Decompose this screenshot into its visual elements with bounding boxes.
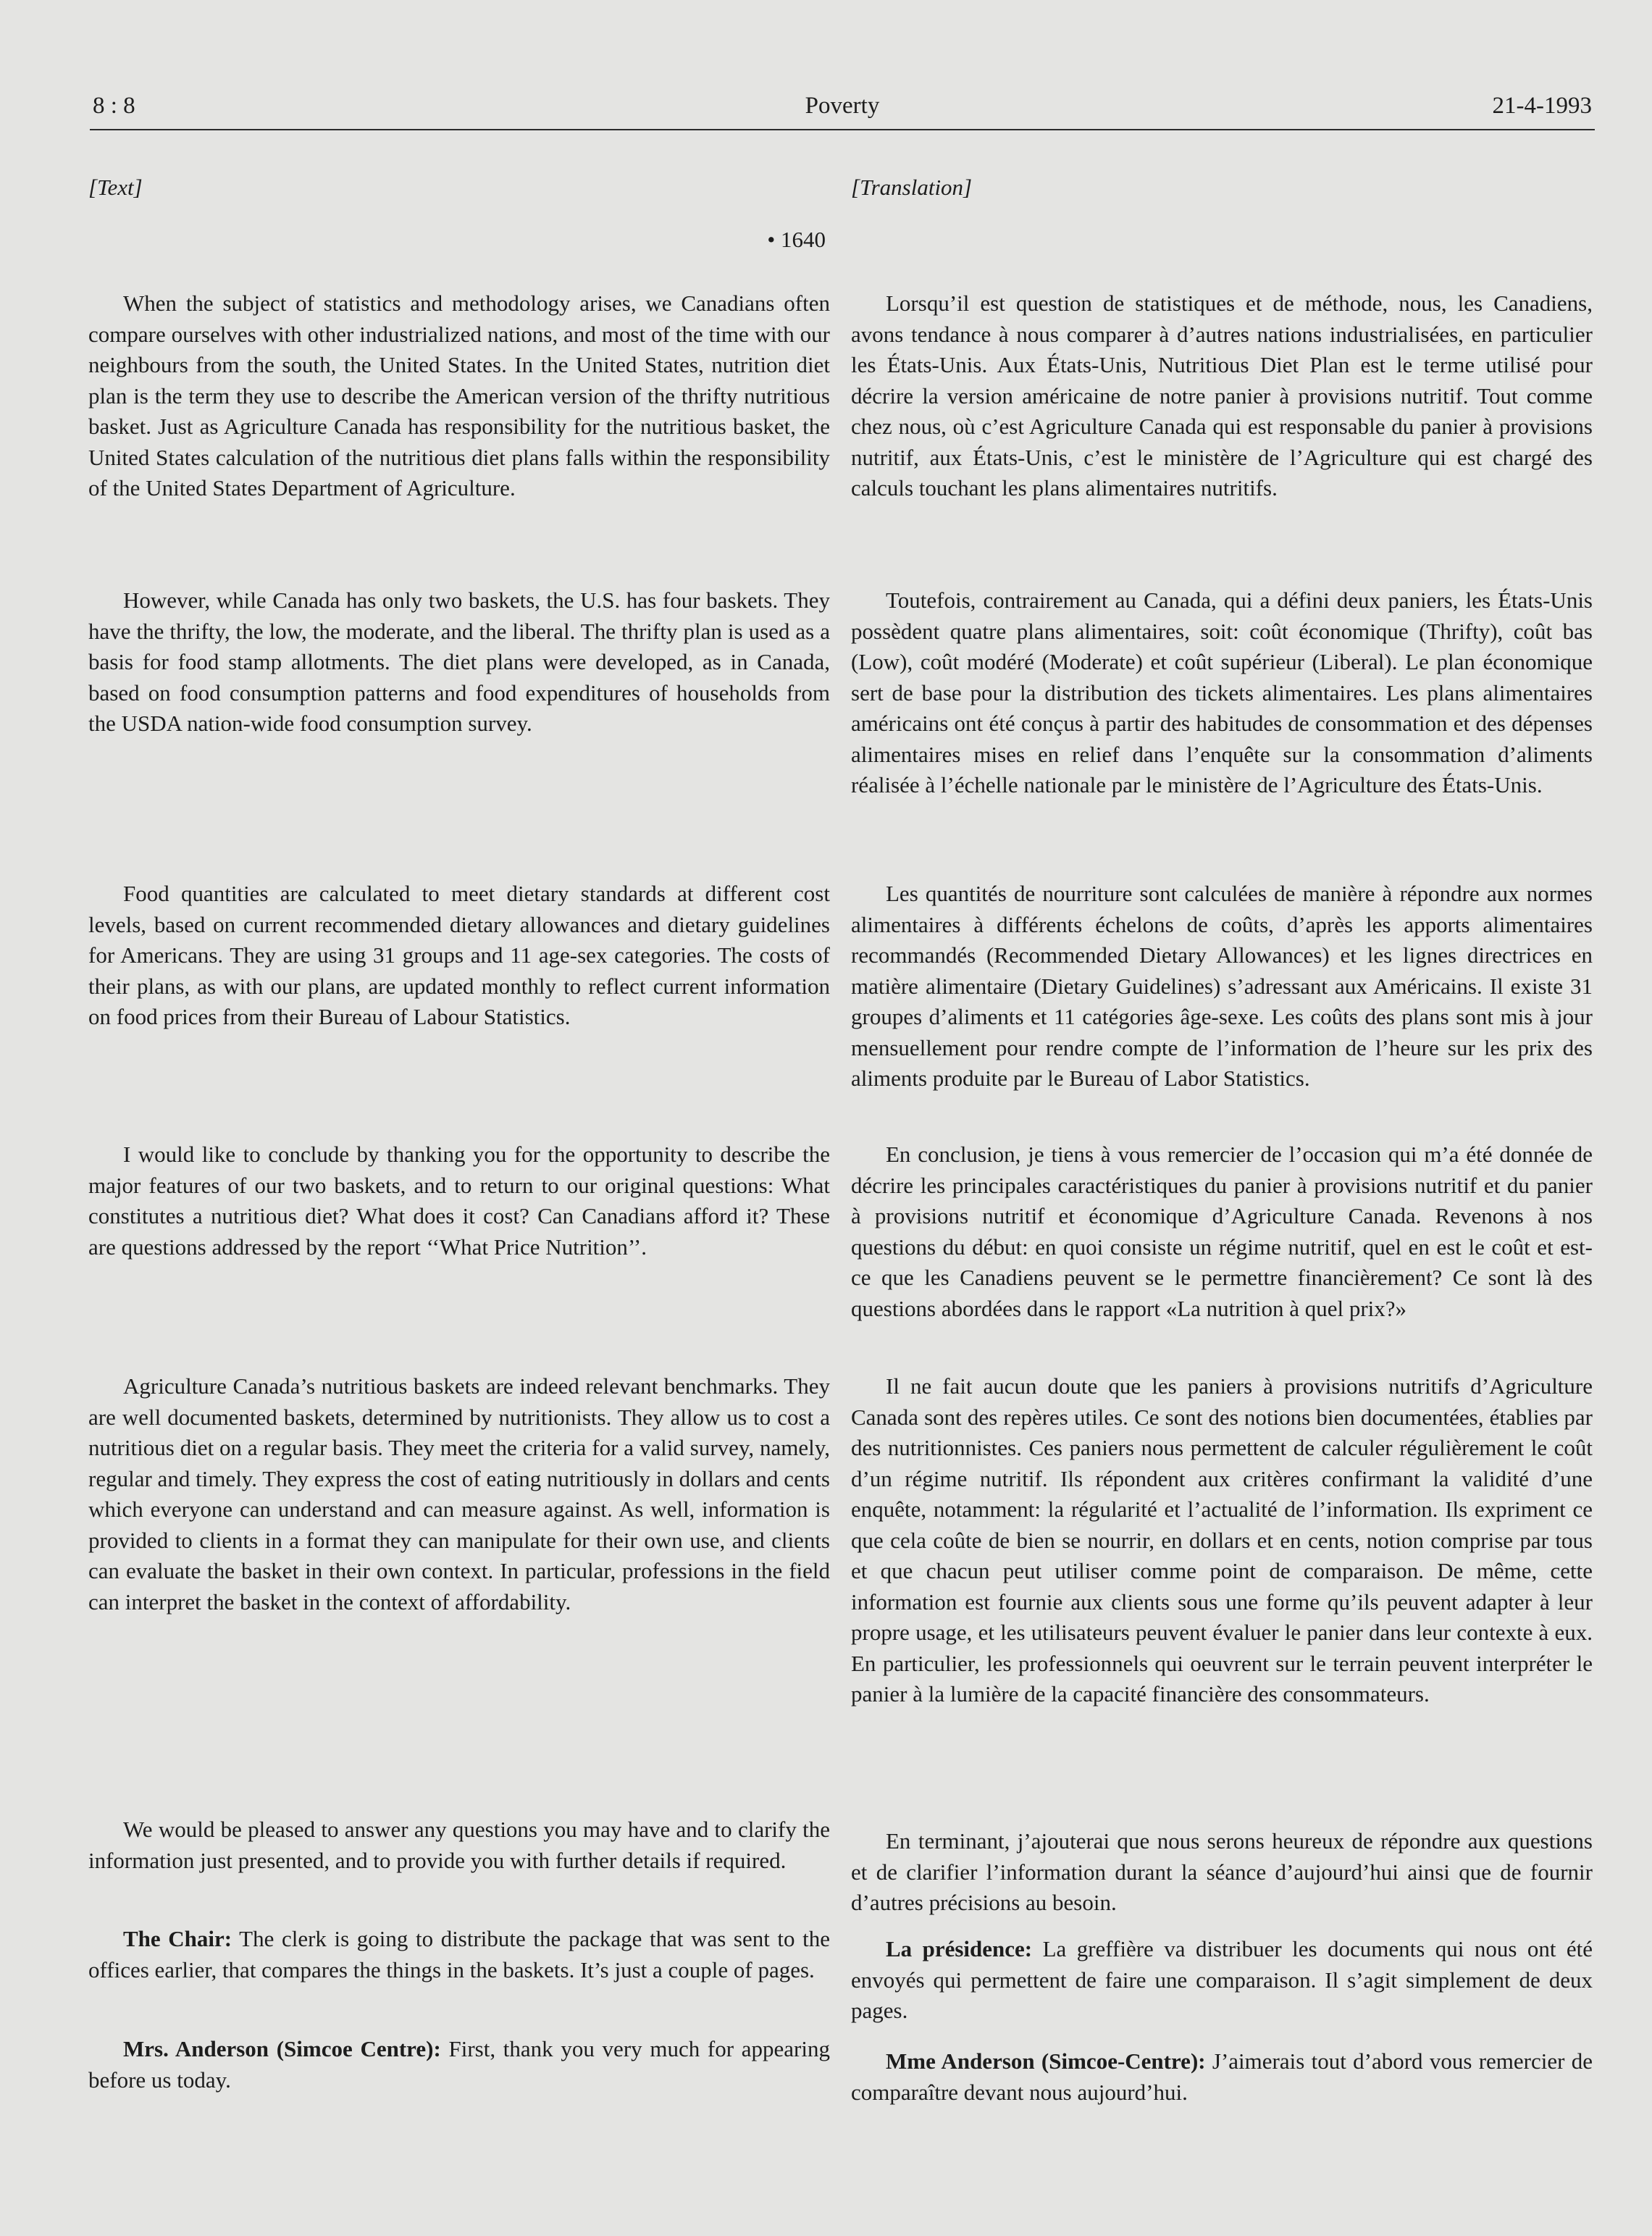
- paragraph: I would like to conclude by thanking you for the opportunity to describe the major features of our two baskets, and to return to our original questions: What constitutes a nutritious diet? What does it cost? Can Canadians afford it? These are questions addressed by the report ‘‘What Price Nutrition’’.: [88, 1142, 830, 1260]
- paragraph: Il ne fait aucun doute que les paniers à provisions nutritifs d’Agriculture Canada sont des repères utiles. Ce sont des notions bien documentées, établies par des nutritionnistes. Ces paniers nous permettent de calculer régulièrement le coût d’un régime nutritif. Ils répondent aux critères confirmant la validité d’une enquête, notamment: la régularité et l’actualité de l’information. Ils expriment ce que cela coûte de bien se nourrir, en dollars et en cents, notion comprise par tous et que chacun peut utiliser comme point de comparaison. De même, cette information est fournie aux clients sous une forme qu’ils peuvent adapter à leur propre usage, et les utilisateurs peuvent évaluer le panier dans leur contexte à eux. En particulier, les professionnels qui oeuvrent sur le terrain peuvent interpréter le panier à la lumière de la capacité financière des consommateurs.: [851, 1373, 1593, 1707]
- paragraph: Agriculture Canada’s nutritious baskets are indeed relevant benchmarks. They are well documented baskets, determined by nutritionists. They allow us to cost a nutritious diet on a regular basis. They meet the criteria for a valid survey, namely, regular and timely. They express the cost of eating nutritiously in dollars and cents which everyone can understand and can measure against. As well, information is provided to clients in a format they can manipulate for their own use, and clients can evaluate the basket in their own context. In particular, professions in the field can interpret the basket in the context of affordability.: [88, 1373, 830, 1615]
- speaker-name: Mme Anderson (Simcoe-Centre):: [886, 2048, 1206, 2074]
- speaker-name: La présidence:: [886, 1936, 1033, 1961]
- paragraph: However, while Canada has only two baskets, the U.S. has four baskets. They have the thrifty, the low, the moderate, and the liberal. The thrifty plan is used as a basis for food stamp allotments. The diet plans were developed, as in Canada, based on food consumption patterns and food expenditures of households from the USDA nation-wide food consumption survey.: [88, 587, 830, 736]
- paragraph: Les quantités de nourriture sont calculées de manière à répondre aux normes alimentaires à différents échelons de coûts, d’après les apports alimentaires recommandés (Recommended Dietary Allowances) et les lignes directrices en matière alimentaire (Dietary Guidelines) s’adressant aux Américains. Il existe 31 groupes d’aliments et 11 catégories âge-sexe. Les coûts des plans sont mis à jour mensuellement pour rendre compte de l’information de l’heure sur les prix des aliments produite par le Bureau of Labor Statistics.: [851, 881, 1593, 1091]
- french-column: [851, 172, 1593, 2105]
- statement-text: First, thank you very much for appearing before us today.: [88, 2036, 830, 2093]
- page-date: 21-4-1993: [1492, 93, 1592, 119]
- anderson-statement: [88, 2034, 830, 2095]
- column-label: [Translation]: [851, 175, 973, 200]
- paragraph: En conclusion, je tiens à vous remercier de l’occasion qui m’a été donnée de décrire les principales caractéristiques du panier à provisions nutritif et du panier à provisions nutritif et économique d’Agriculture Canada. Revenons à nos questions du début: en quoi consiste un régime nutritif, quel en est le coût et est-ce que les Canadiens peuvent se le permettre financièrement? Ce sont là des questions abordées dans le rapport «La nutrition à quel prix?»: [851, 1142, 1593, 1321]
- speaker-name: Mrs. Anderson (Simcoe Centre):: [123, 2036, 441, 2061]
- column-label: [Text]: [88, 175, 143, 200]
- statement-text: La greffière va distribuer les documents qui nous ont été envoyés qui permettent de faire une comparaison. Il s’agit simplement de deux pages.: [851, 1936, 1593, 2023]
- page-header: [90, 93, 1595, 130]
- paragraph: Food quantities are calculated to meet dietary standards at different cost levels, based on current recommended dietary allowances and dietary guidelines for Americans. They are using 31 groups and 11 age-sex categories. The costs of their plans, as with our plans, are updated monthly to reflect current information on food prices from their Bureau of Labour Statistics.: [88, 881, 830, 1029]
- page-number: 8 : 8: [93, 93, 135, 119]
- paragraph: En terminant, j’ajouterai que nous serons heureux de répondre aux questions et de clarifier l’information durant la séance d’aujourd’hui ainsi que de fournir d’autres précisions au besoin.: [851, 1828, 1593, 1915]
- paragraph: Toutefois, contrairement au Canada, qui a défini deux paniers, les États-Unis possèdent quatre plans alimentaires, soit: coût économique (Thrifty), coût bas (Low), coût modéré (Moderate) et coût supérieur (Liberal). Le plan économique sert de base pour la distribution des tickets alimentaires. Les plans alimentaires américains ont été conçus à partir des habitudes de consommation et des dépenses alimentaires mises en relief dans l’enquête sur la consommation d’aliments réalisée à l’échelle nationale par le ministère de l’Agriculture des États-Unis.: [851, 587, 1593, 797]
- anderson-statement: [851, 2046, 1593, 2108]
- statement-text: J’aimerais tout d’abord vous remercier de comparaître devant nous aujourd’hui.: [851, 2048, 1593, 2105]
- chair-statement: [851, 1934, 1593, 2027]
- speaker-name: The Chair:: [123, 1926, 232, 1951]
- paragraph: Lorsqu’il est question de statistiques et de méthode, nous, les Canadiens, avons tendance à nous comparer à d’autres nations industrialisées, en particulier les États-Unis. Aux États-Unis, Nutritious Diet Plan est le terme utilisé pour décrire la version américaine de notre panier à provisions nutritif. Tout comme chez nous, où c’est Agriculture Canada qui est responsable du panier à provisions nutritif, aux États-Unis, c’est le ministère de l’Agriculture qui est chargé des calculs touchant les plans alimentaires nutritifs.: [851, 290, 1593, 501]
- paragraph: When the subject of statistics and methodology arises, we Canadians often compare ourselves with other industrialized nations, and most of the time with our neighbours from the south, the United States. In the United States, nutrition diet plan is the term they use to describe the American version of the thrifty nutritious basket. Just as Agriculture Canada has responsibility for the nutritious basket, the United States calculation of the nutritious diet plans falls within the responsibility of the United States Department of Agriculture.: [88, 290, 830, 501]
- statement-text: The clerk is going to distribute the package that was sent to the offices earlier, that compares the things in the baskets. It’s just a couple of pages.: [88, 1926, 831, 1982]
- chair-statement: [88, 1924, 830, 1985]
- time-marker: • 1640: [767, 227, 826, 252]
- running-title: Poverty: [805, 93, 880, 119]
- english-column: [88, 172, 831, 2093]
- paragraph: We would be pleased to answer any questions you may have and to clarify the information just presented, and to provide you with further details if required.: [88, 1817, 830, 1873]
